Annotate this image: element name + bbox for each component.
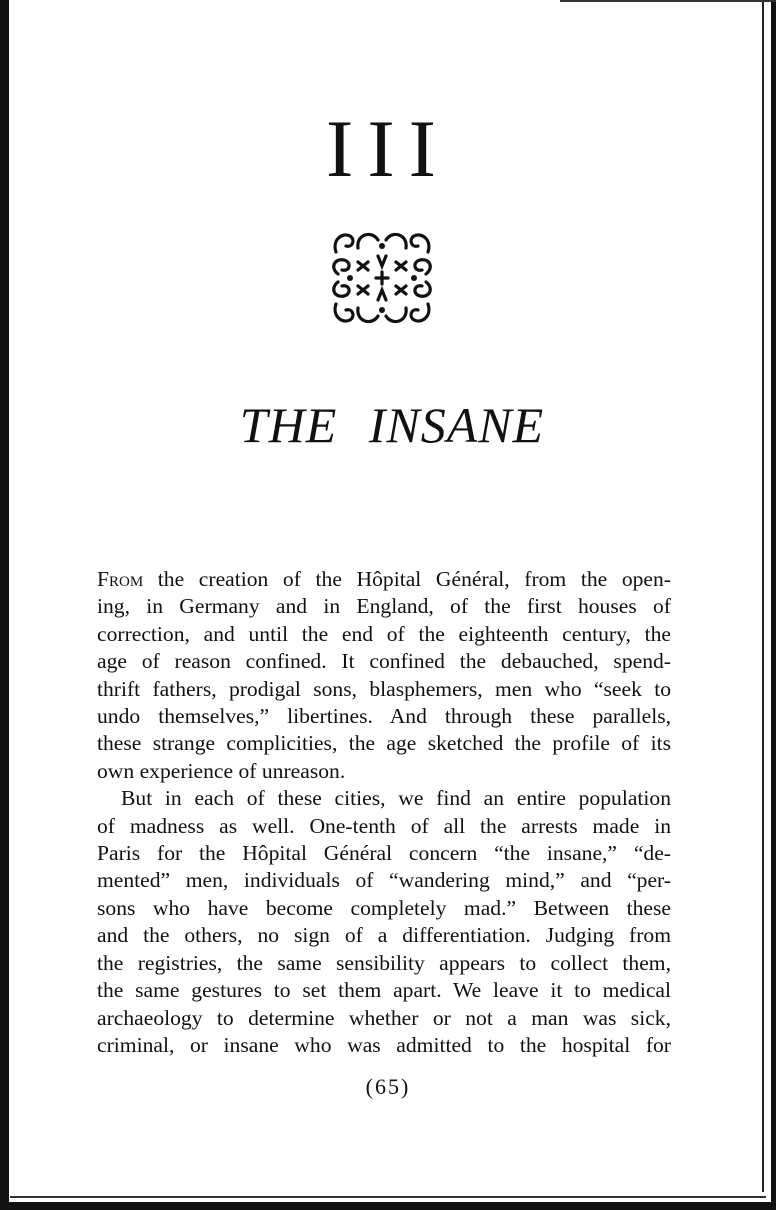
scan-border-bottom-inner	[10, 1196, 766, 1198]
text-line: own experience of unreason.	[97, 758, 346, 783]
text-line: archaeology to determine whether or not a man was sick,	[97, 1005, 671, 1030]
scan-border-bottom	[0, 1202, 776, 1210]
chapter-number: III	[326, 103, 450, 194]
text-line: From the creation of the Hôpital Général, from the open-	[97, 567, 671, 591]
text-line: ing, in Germany and in England, of the first houses of	[97, 594, 671, 619]
text-line: criminal, or insane who was admitted to the hospital for	[97, 1032, 671, 1057]
text-line: But in each of these cities, we find an entire population	[121, 786, 671, 811]
fleuron-ornament-icon	[328, 222, 436, 330]
text-line: age of reason confined. It confined the debauched, spend-	[97, 649, 671, 674]
body-text	[97, 566, 671, 1059]
paragraph-1	[97, 566, 671, 785]
text-line: the registries, the same sensibility appears to collect them,	[97, 950, 671, 975]
chapter-title: THE INSANE	[239, 397, 545, 453]
scan-border-top	[560, 0, 776, 2]
text-line: of madness as well. One-tenth of all the arrests made in	[97, 813, 671, 838]
scan-border-right	[771, 0, 776, 1210]
text-line: Paris for the Hôpital Général concern “the insane,” “de-	[97, 841, 671, 866]
text-line: mented” men, individuals of “wandering mind,” and “per-	[97, 868, 671, 893]
text-line: correction, and until the end of the eighteenth century, the	[97, 621, 671, 646]
text-line: undo themselves,” libertines. And through these parallels,	[97, 704, 671, 729]
text-line: sons who have become completely mad.” Between these	[97, 895, 671, 920]
text-line: these strange complicities, the age sketched the profile of its	[97, 731, 671, 756]
paragraph-2	[97, 785, 671, 1059]
text-line: the same gestures to set them apart. We leave it to medical	[97, 978, 671, 1003]
scan-border-right-inner	[762, 2, 764, 1192]
page-number: (65)	[365, 1074, 411, 1099]
text-line: and the others, no sign of a differentiation. Judging from	[97, 923, 671, 948]
lead-word: From	[97, 567, 144, 591]
text-line: thrift fathers, prodigal sons, blasphemers, men who “seek to	[97, 676, 671, 701]
